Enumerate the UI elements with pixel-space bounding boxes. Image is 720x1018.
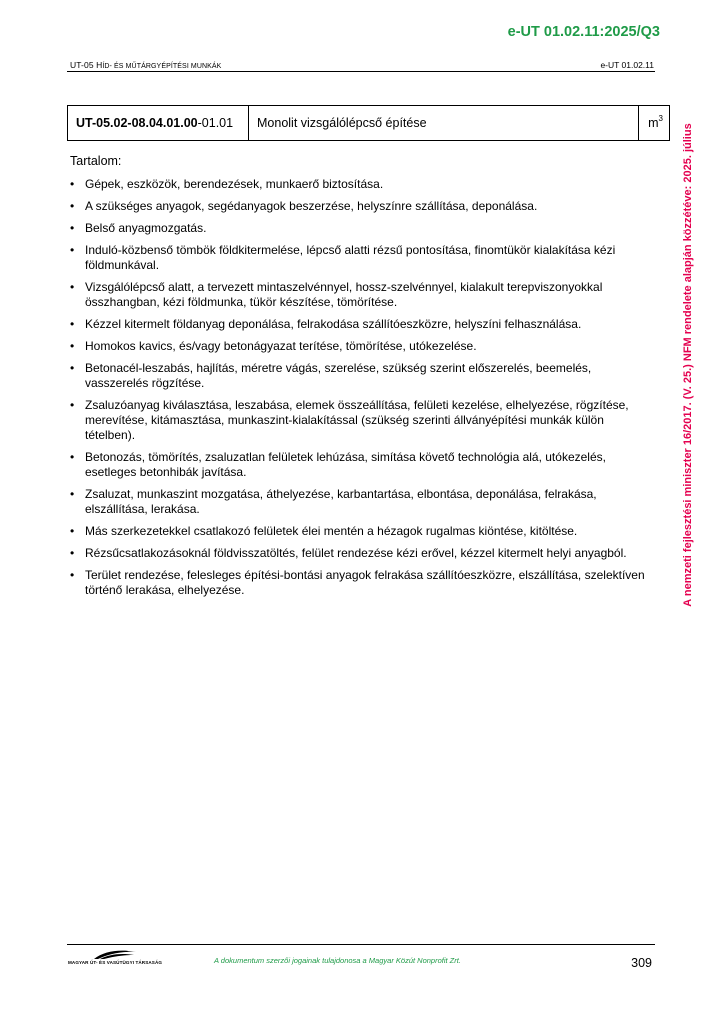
footer-divider xyxy=(67,944,655,945)
list-item: • Kézzel kitermelt földanyag deponálása, felrakodása szállítóeszközre, helyszíni felhasználása. xyxy=(70,317,655,332)
item-table xyxy=(67,105,670,141)
item-unit-cell xyxy=(639,106,669,140)
list-item: • Más szerkezetekkel csatlakozó felületek élei mentén a hézagok rugalmas kiöntése, kitöltése. xyxy=(70,524,655,539)
header-chapter-prefix: UT-05 H xyxy=(70,60,103,70)
publication-side-note: A nemzeti fejlesztési miniszter 16/2017. (V. 25.) NFM rendelete alapján közzétéve: 2025. július xyxy=(682,123,694,607)
list-item: • Betonozás, tömörítés, zsaluzatlan felületek lehúzása, simítása követő technológia alá, utókezelés, esetleges betonhibák javítása. xyxy=(70,450,655,480)
list-item: • Induló-közbenső tömbök földkitermelése, lépcső alatti rézsű pontosítása, finomtükör kialakítása kézi földmunkával. xyxy=(70,243,655,273)
list-item: • A szükséges anyagok, segédanyagok beszerzése, helyszínre szállítása, deponálása. xyxy=(70,199,655,214)
item-unit-exponent: 3 xyxy=(658,113,663,123)
item-name-cell: Monolit vizsgálólépcső építése xyxy=(249,106,639,140)
header-divider xyxy=(67,71,655,72)
society-logo-text: MAGYAR ÚT- ÉS VASÚTÜGYI TÁRSASÁG xyxy=(68,960,163,965)
list-item: • Homokos kavics, és/vagy betonágyazat terítése, tömörítése, utókezelése. xyxy=(70,339,655,354)
content-label: Tartalom: xyxy=(70,154,122,168)
list-item: • Zsaluzóanyag kiválasztása, leszabása, elemek összeállítása, felületi kezelése, elhelyezése, rögzítése, merevítése, kitámasztása, munkaszint-kialakítással (szükség szerinti állványépítési munkák külön tételben). xyxy=(70,398,655,443)
list-item: • Betonacél-leszabás, hajlítás, méretre vágás, szerelése, szükség szerint előszerelés, beemelés, vasszerelés rögzítése. xyxy=(70,361,655,391)
header-chapter-smallcaps: ÍD- ÉS MŰTÁRGYÉPÍTÉSI MUNKÁK xyxy=(102,63,222,70)
item-code-suffix: -01.01 xyxy=(197,116,234,130)
document-code: e-UT 01.02.11:2025/Q3 xyxy=(507,24,660,40)
header-document-ref: e-UT 01.02.11 xyxy=(600,60,654,70)
list-item: • Vizsgálólépcső alatt, a tervezett mintaszelvénnyel, hossz-szelvénnyel, kialakult terepviszonyokkal összhangban, kézi földmunka, tükör készítése, tömörítése. xyxy=(70,280,655,310)
list-item: • Rézsűcsatlakozásoknál földvisszatöltés, felület rendezése kézi erővel, kézzel kitermelt helyi anyagból. xyxy=(70,546,655,561)
society-logo xyxy=(68,948,163,970)
list-item: • Terület rendezése, felesleges építési-bontási anyagok felrakása szállítóeszközre, elszállítása, szelektíven történő lerakása, elhelyezése. xyxy=(70,568,655,598)
page-number: 309 xyxy=(631,956,652,970)
header-chapter-title xyxy=(70,60,221,70)
list-item: • Gépek, eszközök, berendezések, munkaerő biztosítása. xyxy=(70,177,655,192)
content-bullet-list xyxy=(70,177,655,605)
item-code-cell xyxy=(68,106,249,140)
copyright-notice: A dokumentum szerzői jogainak tulajdonosa a Magyar Közút Nonprofit Zrt. xyxy=(214,956,461,965)
item-code-bold: UT-05.02-08.04.01.00 xyxy=(76,116,198,130)
item-unit-base: m xyxy=(648,116,659,130)
road-swoosh-icon xyxy=(92,948,138,960)
list-item: • Belső anyagmozgatás. xyxy=(70,221,655,236)
list-item: • Zsaluzat, munkaszint mozgatása, áthelyezése, karbantartása, elbontása, deponálása, felrakása, elszállítása, lerakása. xyxy=(70,487,655,517)
